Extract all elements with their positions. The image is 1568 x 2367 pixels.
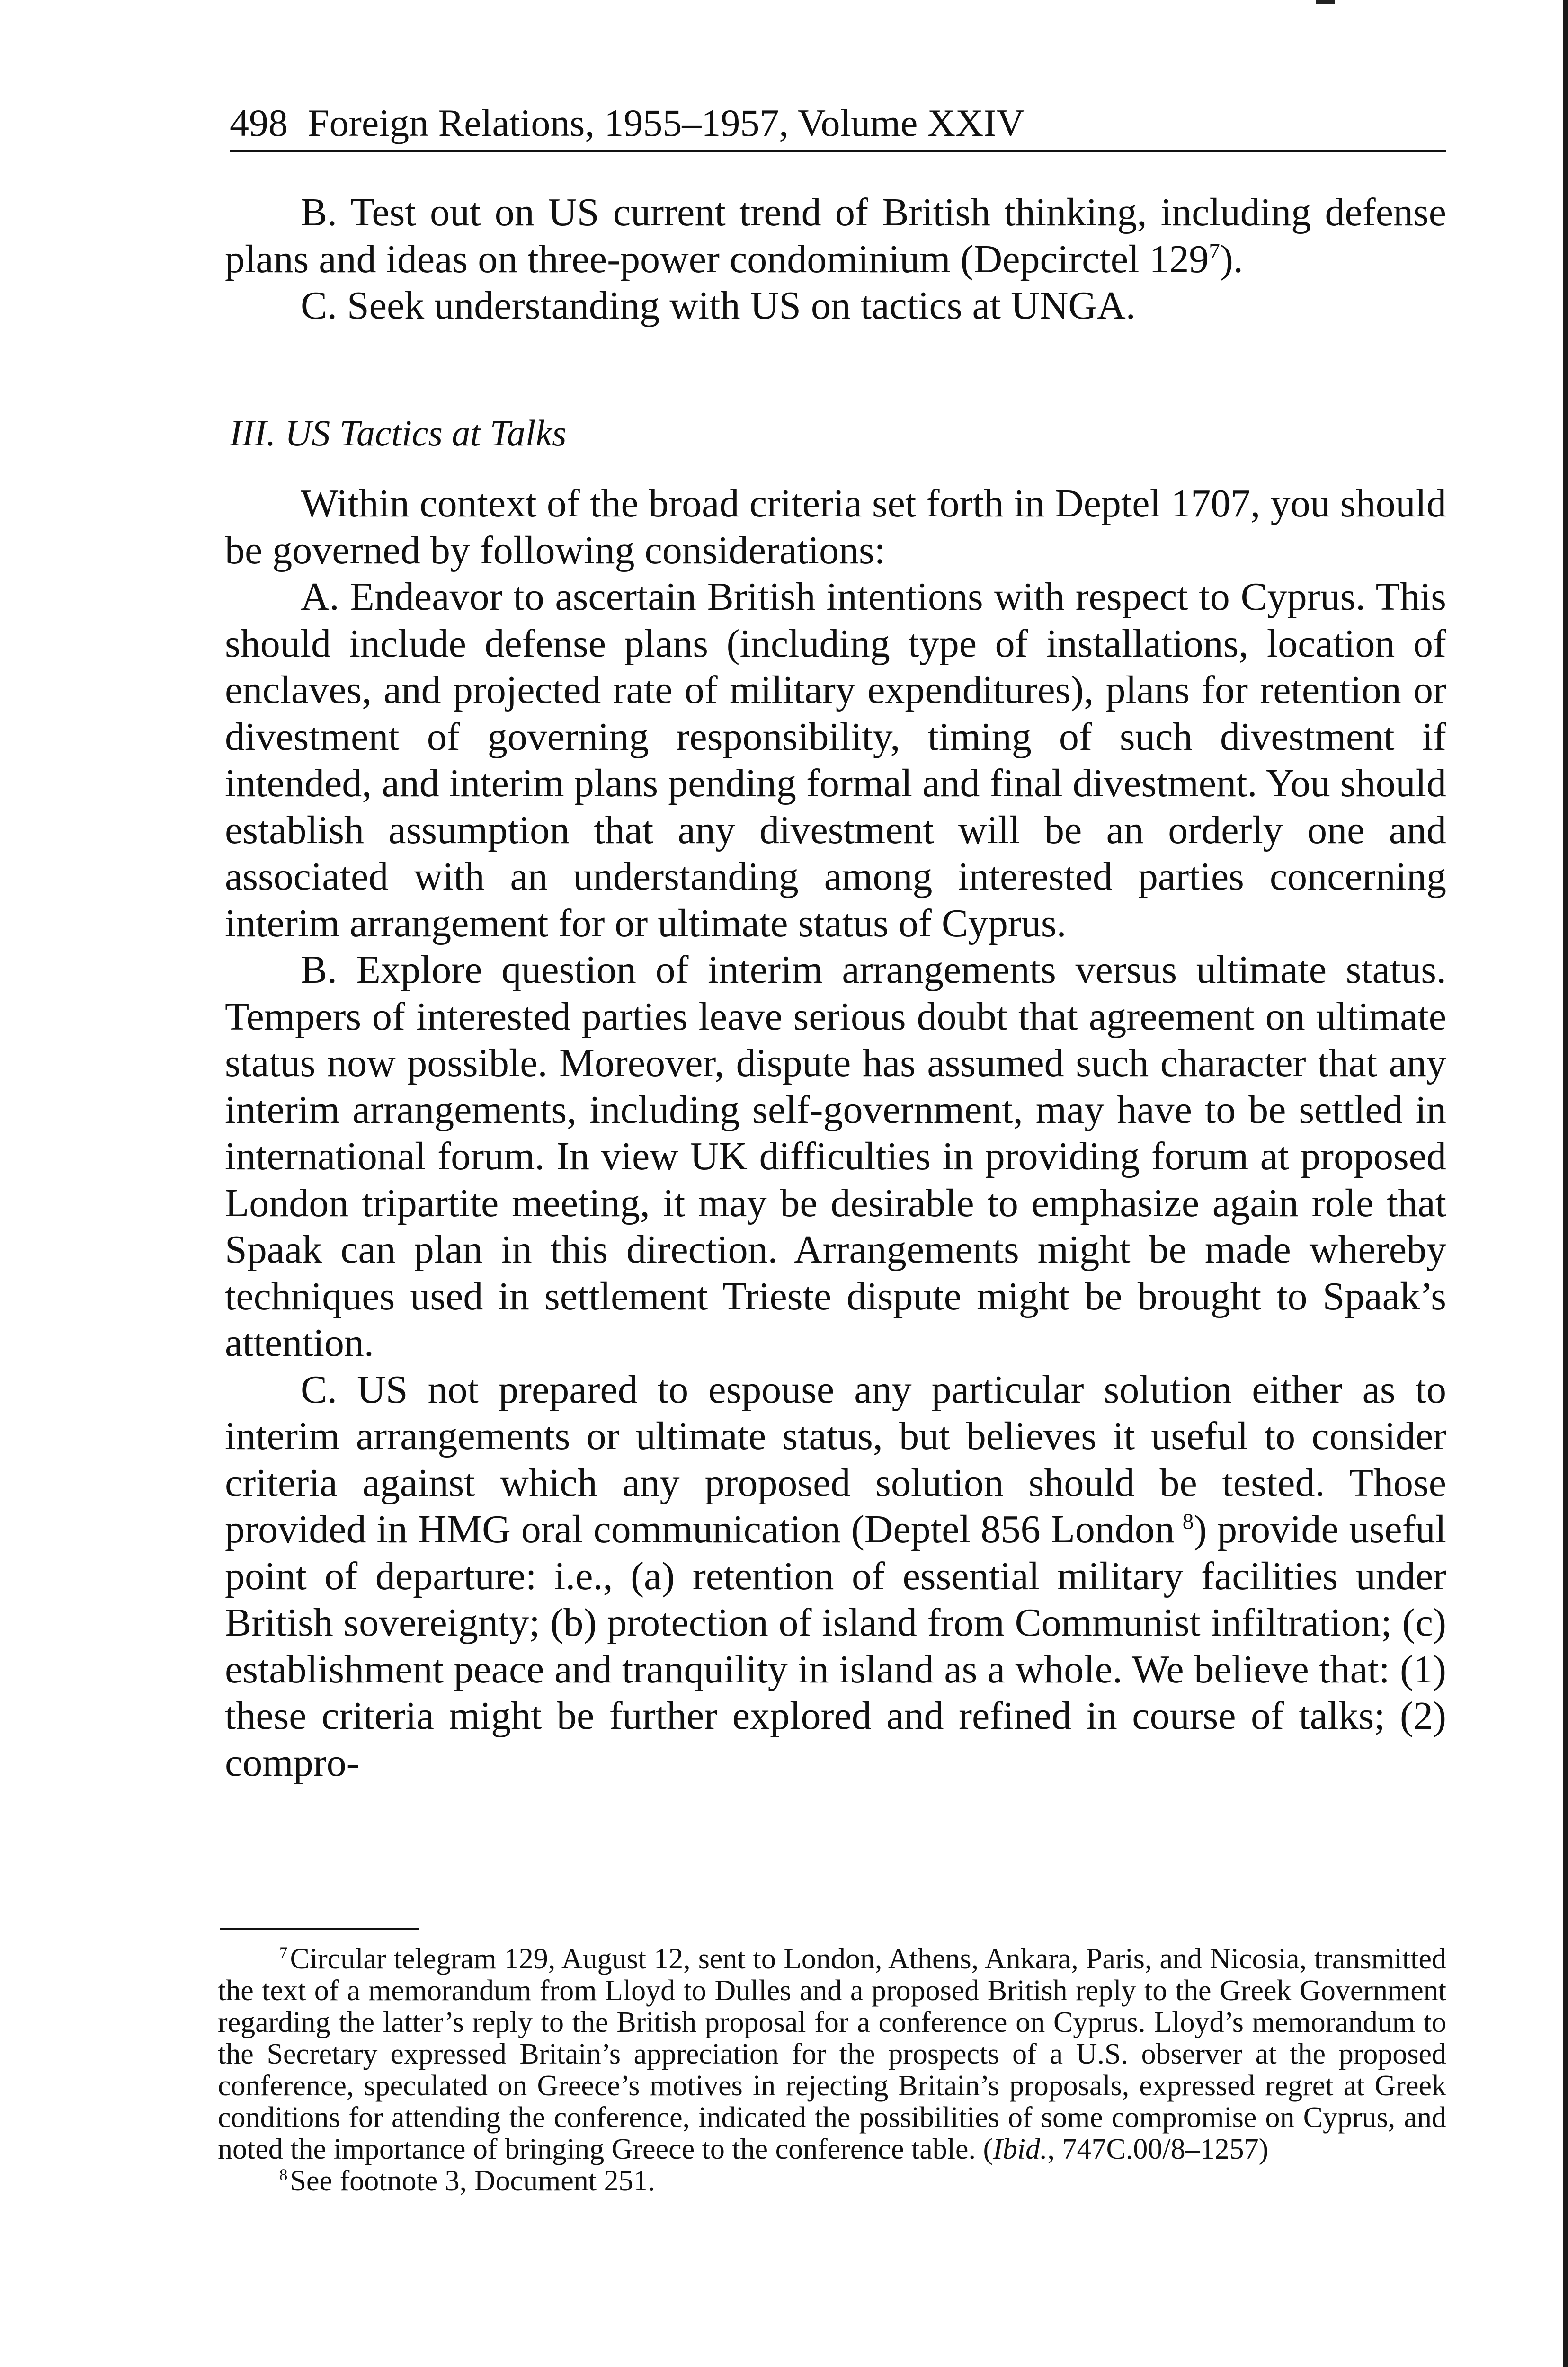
- footnote-8-text: See footnote 3, Document 251.: [290, 2165, 655, 2197]
- item-b-text: B. Test out on US current trend of British thinking, including defense plans and ideas on three-power condominium (Depcirctel 129: [225, 190, 1446, 281]
- footnote-7-citation: , 747C.00/8–1257): [1047, 2133, 1269, 2165]
- item-b-end: ).: [1220, 237, 1243, 281]
- volume-title: Foreign Relations, 1955–1957, Volume XXIV: [308, 101, 1025, 144]
- page-number: 498: [230, 101, 288, 144]
- running-header: [230, 97, 1446, 152]
- footnote-ref-8: 8: [1182, 1509, 1194, 1534]
- footnote-7-text: Circular telegram 129, August 12, sent to London, Athens, Ankara, Paris, and Nicosia, transmitted the text of a memorandum from Lloyd to Dulles and a proposed British reply to the Greek Government regarding the latter’s reply to the British proposal for a conference on Cyprus. Lloyd’s memorandum to the Secretary expressed Britain’s appreciation for the prospects of a U.S. observer at the proposed conference, speculated on Greece’s motives in rejecting Britain’s proposals, expressed regret at Greek conditions for attending the conference, indicated the possibilities of some compromise on Cyprus, and noted the importance of bringing Greece to the conference table. (: [218, 1943, 1446, 2165]
- footnote-rule: [220, 1928, 419, 1930]
- section-3-intro: Within context of the broad criteria set forth in Deptel 1707, you should be governed by following considerations:: [225, 481, 1446, 572]
- section-2-items: [225, 189, 1446, 329]
- scan-edge-mark: [1316, 0, 1335, 4]
- footnote-ref-7: 7: [1209, 239, 1220, 264]
- scan-edge: [1563, 0, 1568, 2367]
- item-c-end: ) provide useful point of departure: i.e., (a) retention of essential military facilities under British sovereignty; (b) protection of island from Communist infiltration; (c) establishment peace and tranquility in island as a whole. We believe that: (1) these criteria might be further explored and refined in course of talks; (2) compro-: [225, 1507, 1446, 1785]
- footnote-8-number: 8: [279, 2165, 288, 2184]
- footnotes: [218, 1943, 1446, 2197]
- item-b: [225, 189, 1446, 283]
- footnote-7-number: 7: [279, 1943, 288, 1962]
- section-3-item-a: A. Endeavor to ascertain British intentions with respect to Cyprus. This should include defense plans (including type of installations, location of enclaves, and projected rate of military expenditures), plans for retention or divestment of governing responsibility, timing of such divestment if intended, and interim plans pending formal and final divestment. You should establish assumption that any divestment will be an orderly one and associated with an understanding among interested parties concerning interim arrangement for or ultimate status of Cyprus.: [225, 575, 1446, 945]
- section-3-heading: III. US Tactics at Talks: [230, 412, 567, 454]
- item-c: C. Seek understanding with US on tactics at UNGA.: [301, 284, 1136, 328]
- section-3-body: [225, 481, 1446, 1786]
- footnote-7: [218, 1943, 1446, 2165]
- section-3-item-c: [225, 1367, 1446, 1787]
- item-c-text: C. US not prepared to espouse any particular solution either as to interim arrangements or ultimate status, but believes it useful to consider criteria against which any proposed solution should be tested. Those provided in HMG oral communication (Deptel 856 London: [225, 1367, 1446, 1551]
- footnote-8: [218, 2165, 1446, 2197]
- footnote-7-ibid: Ibid.: [993, 2133, 1048, 2165]
- section-3-item-b: B. Explore question of interim arrangements versus ultimate status. Tempers of interested parties leave serious doubt that agreement on ultimate status now possible. Moreover, dispute has assumed such character that any interim arrangements, including self-government, may have to be settled in international forum. In view UK difficulties in providing forum at proposed London tripartite meeting, it may be desirable to emphasize again role that Spaak can plan in this direction. Arrangements might be made whereby techniques used in settlement Trieste dispute might be brought to Spaak’s attention.: [225, 948, 1446, 1365]
